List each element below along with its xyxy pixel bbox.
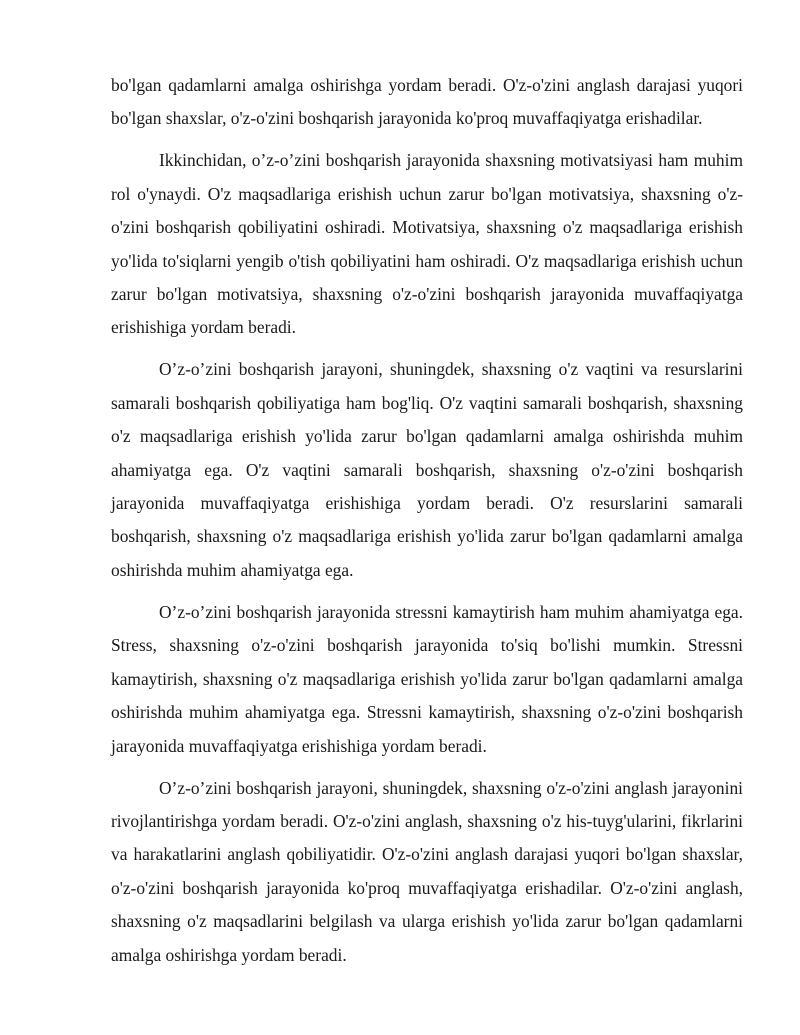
paragraph-stress: O’z-o’zini boshqarish jarayonida stressni kamaytirish ham muhim ahamiyatga ega. Stress, shaxsning o'z-o'zini boshqarish jarayonida to'siq bo'lishi mumkin. Stressni kamaytirish, shaxsning o'z maqsadlariga erishish yo'lida zarur bo'lgan qadamlarni amalga oshirishda muhim ahamiyatga ega. Stressni kamaytirish, shaxsning o'z-o'zini boshqarish jarayonida muvaffaqiyatga erishishiga yordam beradi.	[111, 601, 743, 756]
paragraph-continued: bo'lgan qadamlarni amalga oshirishga yordam beradi. O'z-o'zini anglash darajasi yuqori bo'lgan shaxslar, o'z-o'zini boshqarish jarayonida ko'proq muvaffaqiyatga erishadilar.	[111, 75, 743, 129]
paragraph-motivation: Ikkinchidan, o’z-o’zini boshqarish jarayonida shaxsning motivatsiyasi ham muhim rol o'ynaydi. O'z maqsadlariga erishish uchun zarur bo'lgan motivatsiya, shaxsning o'z-o'zini boshqarish qobiliyatini oshiradi. Motivatsiya, shaxsning o'z maqsadlariga erishish yo'lida to'siqlarni yengib o'tish qobiliyatini ham oshiradi. O'z maqsadlariga erishish uchun zarur bo'lgan motivatsiya, shaxsning o'z-o'zini boshqarish jarayonida muvaffaqiyatga erishishiga yordam beradi.	[111, 150, 743, 338]
paragraph-self-awareness: O’z-o’zini boshqarish jarayoni, shuningdek, shaxsning o'z-o'zini anglash jarayonini rivojlantirishga yordam beradi. O'z-o'zini anglash, shaxsning o'z his-tuyg'ularini, fikrlarini va harakatlarini anglash qobiliyatidir. O'z-o'zini anglash darajasi yuqori bo'lgan shaxslar, o'z-o'zini boshqarish jarayonida ko'proq muvaffaqiyatga erishadilar. O'z-o'zini anglash, shaxsning o'z maqsadlarini belgilash va ularga erishish yo'lida zarur bo'lgan qadamlarni amalga oshirishga yordam beradi.	[111, 777, 743, 965]
body-text	[111, 69, 743, 981]
paragraph-time-resources: O’z-o’zini boshqarish jarayoni, shuningdek, shaxsning o'z vaqtini va resurslarini samarali boshqarish qobiliyatiga ham bog'liq. O'z vaqtini samarali boshqarish, shaxsning o'z maqsadlariga erishish yo'lida zarur bo'lgan qadamlarni amalga oshirishda muhim ahamiyatga ega. O'z vaqtini samarali boshqarish, shaxsning o'z-o'zini boshqarish jarayonida muvaffaqiyatga erishishiga yordam beradi. O'z resurslarini samarali boshqarish, shaxsning o'z maqsadlariga erishish yo'lida zarur bo'lgan qadamlarni amalga oshirishda muhim ahamiyatga ega.	[111, 359, 743, 580]
